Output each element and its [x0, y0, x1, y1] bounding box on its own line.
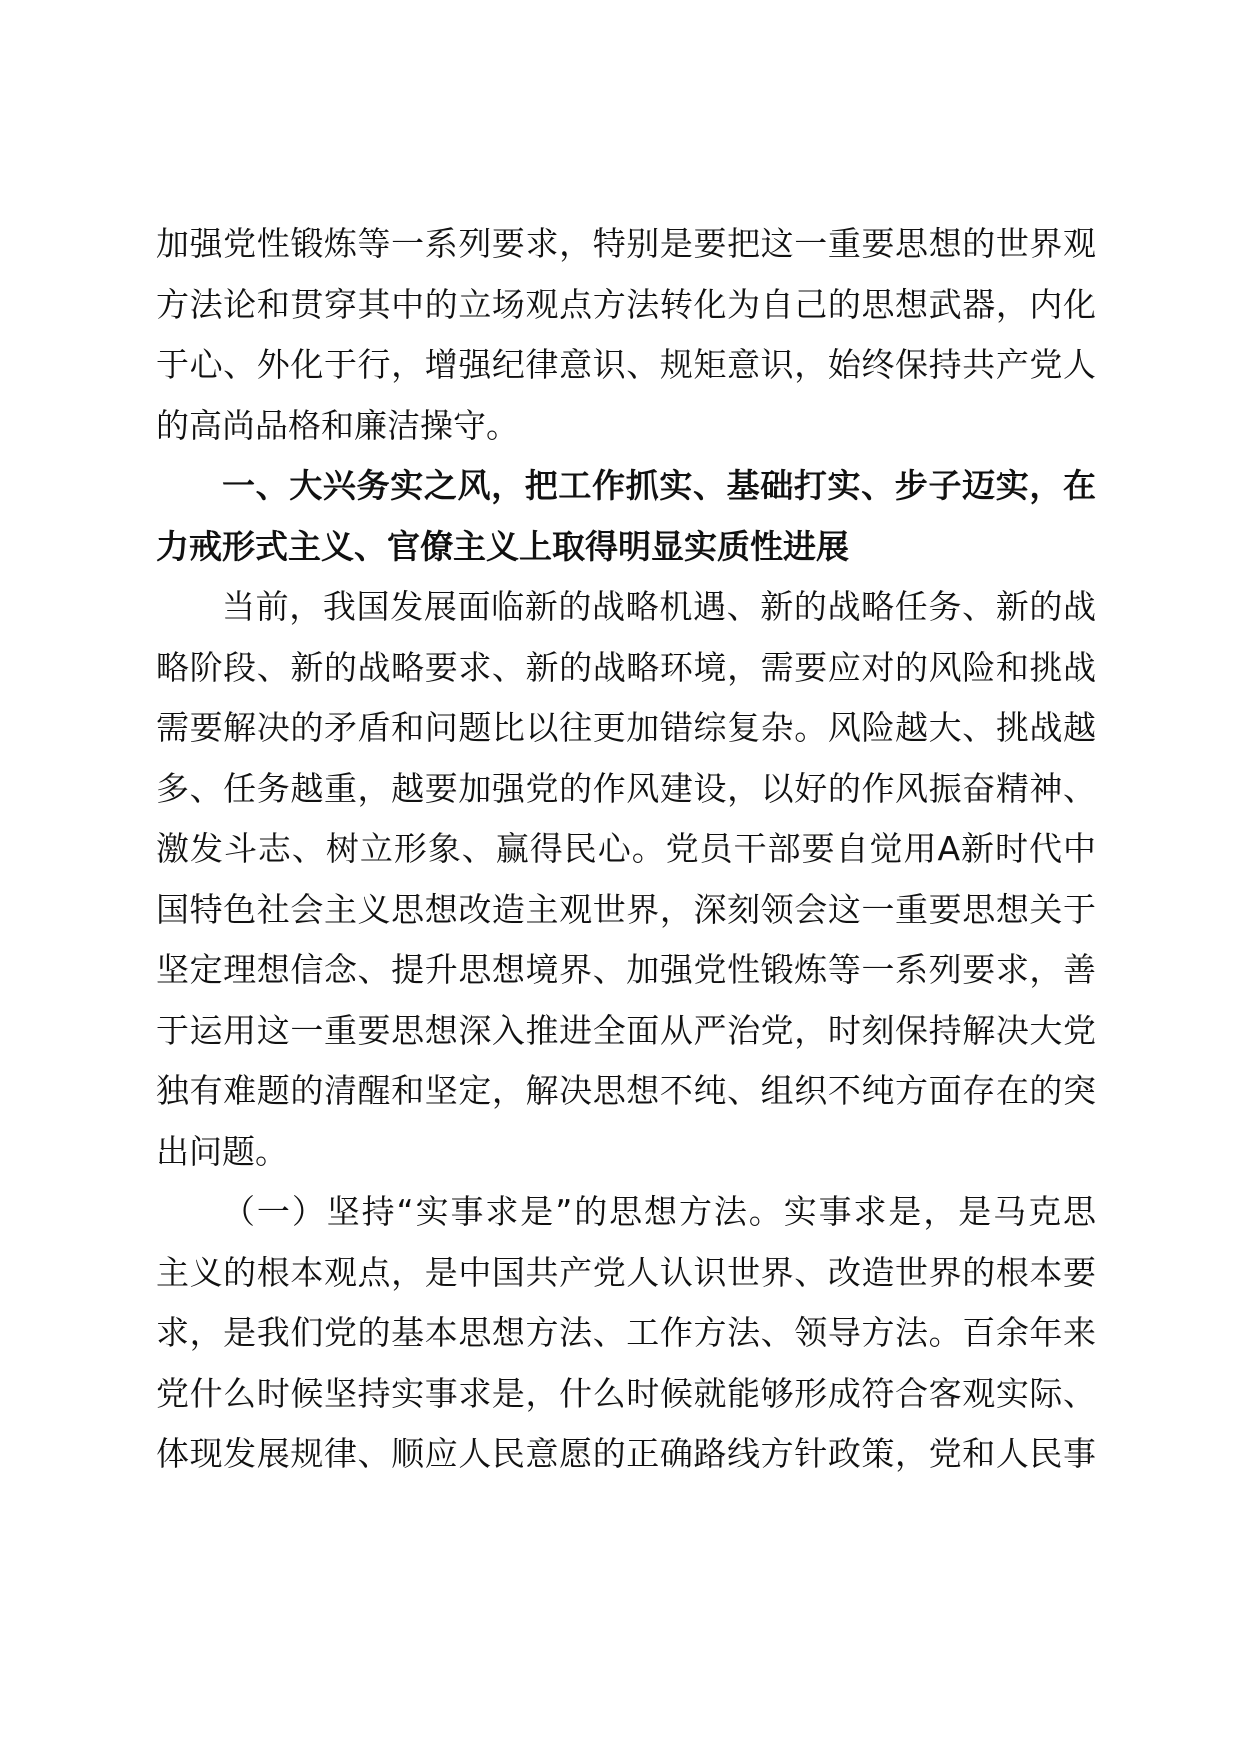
document-body [156, 214, 1096, 1485]
text-line: 方法论和贯穿其中的立场观点方法转化为自己的思想武器，内化 [156, 284, 1096, 324]
text-line: 党什么时候坚持实事求是，什么时候就能够形成符合客观实际、 [156, 1373, 1096, 1413]
text-line: 独有难题的清醒和坚定，解决思想不纯、组织不纯方面存在的突 [156, 1071, 1096, 1110]
text-line: 于心、外化于行，增强纪律意识、规矩意识，始终保持共产党人 [156, 345, 1096, 384]
text-line: 国特色社会主义思想改造主观世界，深刻领会这一重要思想关于 [156, 889, 1096, 929]
text-line: 当前，我国发展面临新的战略机遇、新的战略任务、新的战 [222, 587, 1096, 626]
text-line: 略阶段、新的战略要求、新的战略环境，需要应对的风险和挑战 [156, 647, 1096, 687]
text-line: 激发斗志、树立形象、赢得民心。党员干部要自觉用A新时代中 [156, 829, 1096, 868]
heading-line: 力戒形式主义、官僚主义上取得明显实质性进展 [156, 526, 849, 566]
heading-line: 一、大兴务实之风，把工作抓实、基础打实、步子迈实，在 [222, 466, 1096, 505]
text-line: 坚定理想信念、提升思想境界、加强党性锻炼等一系列要求，善 [156, 950, 1096, 989]
text-line: 体现发展规律、顺应人民意愿的正确路线方针政策，党和人民事 [156, 1434, 1096, 1473]
text-line: 加强党性锻炼等一系列要求，特别是要把这一重要思想的世界观 [156, 224, 1096, 263]
text-line: 的高尚品格和廉洁操守。 [156, 405, 519, 445]
text-line: 于运用这一重要思想深入推进全面从严治党，时刻保持解决大党 [156, 1010, 1096, 1050]
text-line: （一）坚持“实事求是”的思想方法。实事求是，是马克思 [222, 1192, 1096, 1231]
text-line: 需要解决的矛盾和问题比以往更加错综复杂。风险越大、挑战越 [156, 708, 1096, 747]
text-line: 出问题。 [156, 1131, 288, 1171]
section-heading [156, 456, 1096, 577]
text-line: 多、任务越重，越要加强党的作风建设，以好的作风振奋精神、 [156, 768, 1096, 808]
paragraph-subsection [156, 1182, 1096, 1485]
paragraph-continuation [156, 214, 1096, 456]
text-line: 主义的根本观点，是中国共产党人认识世界、改造世界的根本要 [156, 1252, 1096, 1292]
text-line: 求，是我们党的基本思想方法、工作方法、领导方法。百余年来 [156, 1313, 1096, 1352]
paragraph-body [156, 577, 1096, 1182]
